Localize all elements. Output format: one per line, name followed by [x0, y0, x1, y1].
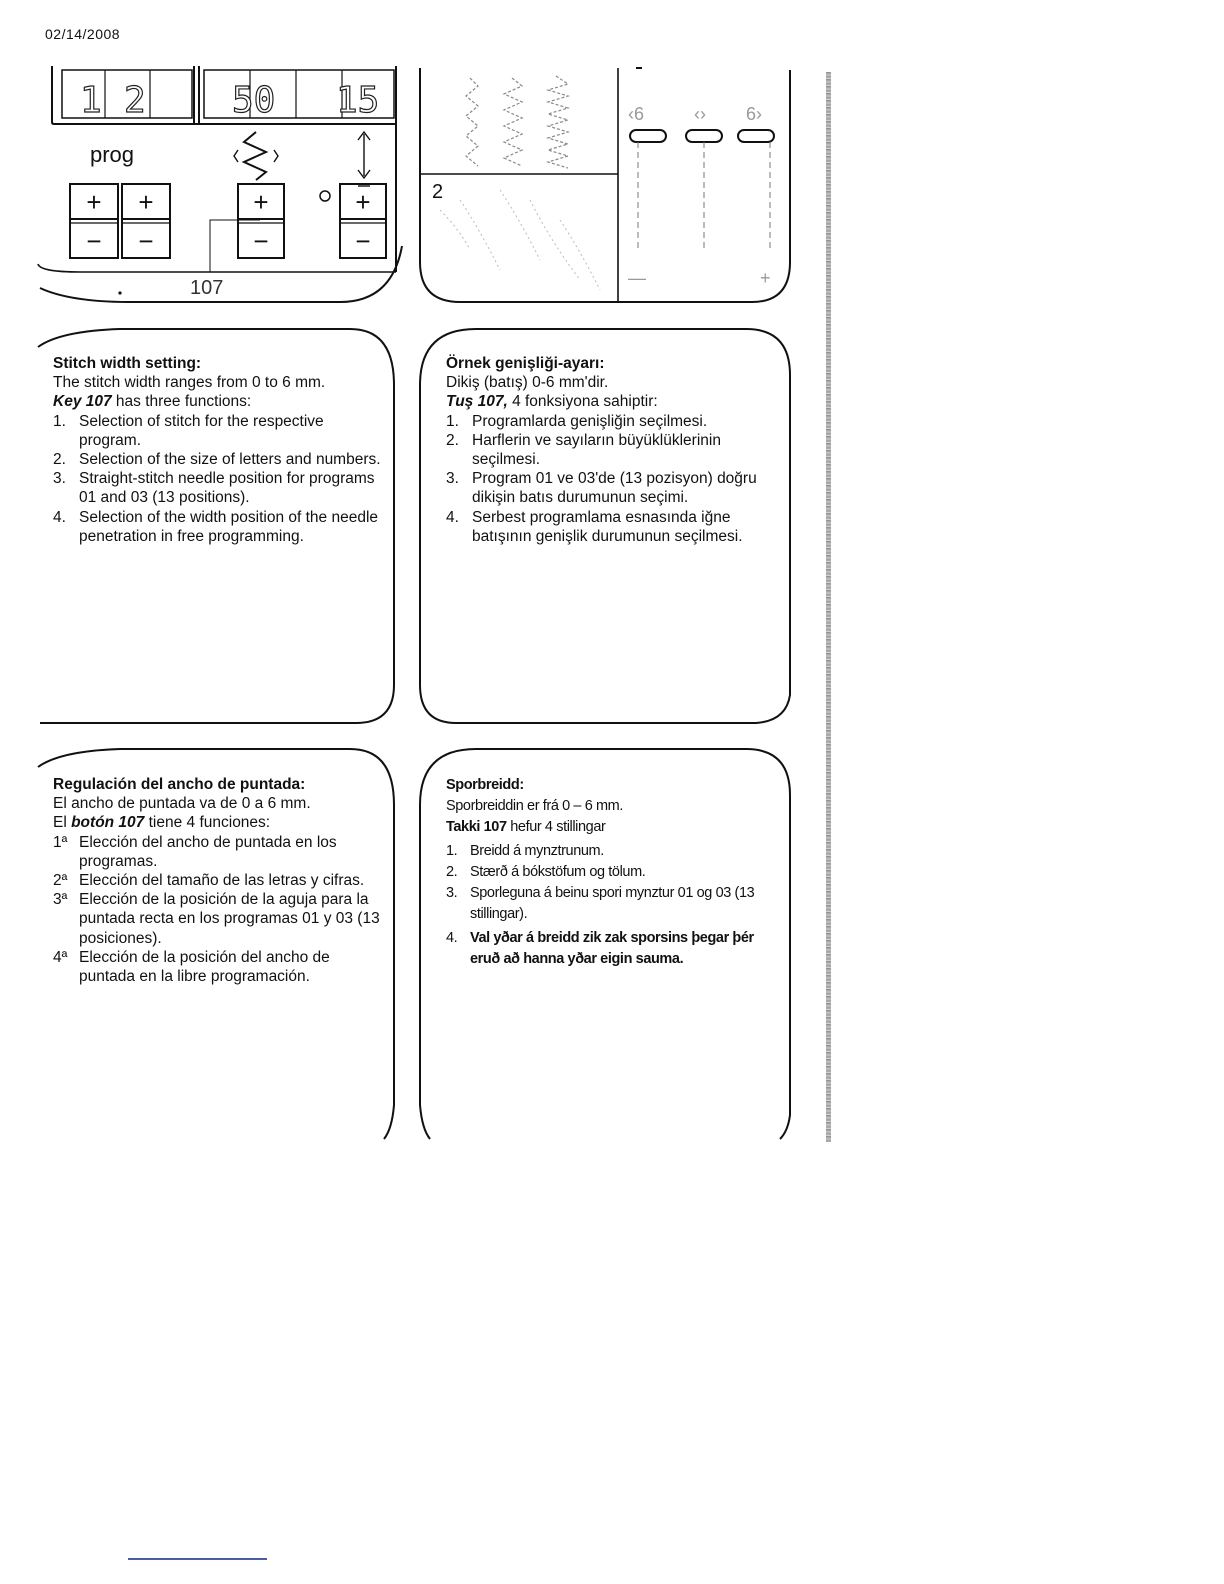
list-item [53, 412, 388, 450]
item-text: Straight-stitch needle position for programs 01 and 03 (13 positions). [79, 470, 375, 507]
key-line [446, 817, 786, 838]
list-item [53, 948, 388, 986]
item-text: Val yðar á breidd zik zak sporsins þegar þér eruð að hanna yðar eigin sauma. [470, 930, 754, 967]
item-number: 4. [446, 508, 459, 526]
list-item [53, 833, 388, 871]
intro-text: El ancho de puntada va de 0 a 6 mm. [53, 795, 311, 813]
section-title: Regulación del ancho de puntada: [53, 776, 306, 793]
width-scale-right: 6› [746, 104, 763, 124]
control-panel-diagram [0, 0, 830, 320]
width-scale-minus: — [628, 268, 646, 288]
function-list [446, 412, 781, 546]
key-reference: Takki 107 [446, 819, 507, 835]
list-item [446, 841, 786, 862]
function-list [53, 412, 388, 546]
item-number: 1ª [53, 833, 68, 851]
item-text: Stærð á bókstöfum og tölum. [470, 864, 646, 880]
item-text: Selection of the width position of the needle penetration in free programming. [79, 508, 379, 545]
item-number: 1. [53, 412, 66, 430]
plus-key[interactable]: + [86, 187, 102, 217]
list-item [446, 862, 786, 883]
function-list [446, 841, 786, 970]
item-number: 3ª [53, 891, 68, 909]
width-scale [628, 104, 771, 288]
display-digit: 15 [336, 80, 380, 121]
item-number: 2ª [53, 872, 68, 890]
item-text: Elección de la posición de la aguja para la puntada recta en los programas 01 y 03 (13 posiciones). [79, 891, 380, 947]
item-text: Harflerin ve sayıların büyüklüklerinin seçilmesi. [472, 431, 721, 469]
list-item [446, 431, 781, 469]
item-number: 3. [446, 470, 459, 488]
list-item [53, 450, 388, 469]
scan-edge-divider [826, 72, 831, 1142]
item-text: Elección del tamaño de las letras y cifras. [79, 872, 365, 890]
item-number: 2. [53, 451, 66, 469]
list-item [53, 508, 388, 546]
item-text: Selection of stitch for the respective program. [79, 412, 324, 449]
item-number: 4. [446, 930, 458, 946]
list-item [53, 871, 388, 890]
key-line [446, 392, 781, 411]
illustration [0, 0, 830, 325]
list-item [446, 412, 781, 431]
item-number: 3. [446, 885, 458, 901]
minus-key[interactable]: − [138, 226, 154, 256]
intro-text: The stitch width ranges from 0 to 6 mm. [53, 374, 326, 392]
length-plus-key[interactable]: + [355, 187, 371, 217]
item-text: Selection of the size of letters and numbers. [79, 451, 381, 469]
prog-label: prog [90, 142, 135, 167]
width-plus-key[interactable]: + [253, 187, 269, 217]
list-item [53, 890, 388, 948]
item-number: 4. [53, 508, 66, 526]
icelandic-panel [416, 745, 796, 1143]
width-scale-plus: + [760, 268, 771, 288]
item-text: Programlarda genişliğin seçilmesi. [472, 412, 708, 430]
item-number: 2. [446, 864, 458, 880]
footer-rule [128, 1558, 267, 1560]
item-number: 1. [446, 843, 458, 859]
item-number: 1. [446, 412, 459, 430]
section-title: Örnek genişliği-ayarı: [446, 355, 605, 372]
section-title: Stitch width setting: [53, 355, 202, 372]
spanish-panel [30, 745, 402, 1143]
stitch-sample-panel [420, 68, 790, 302]
key-number-label: 107 [190, 277, 224, 299]
width-scale-center: ‹› [694, 104, 706, 124]
key-line [53, 392, 388, 411]
display-digit: 1 [80, 80, 102, 121]
item-text: Program 01 ve 03'de (13 pozisyon) doğru dikişin batıs durumunun seçimi. [472, 470, 757, 507]
display-digit: 50 [232, 80, 276, 121]
key-description: has three functions: [111, 393, 252, 411]
key-description: tiene 4 funciones: [144, 814, 271, 832]
list-item [446, 883, 786, 925]
intro-text: Dikiş (batış) 0-6 mm'dir. [446, 374, 609, 392]
item-number: 3. [53, 470, 66, 488]
document-date: 02/14/2008 [45, 26, 121, 42]
key-line [53, 813, 388, 832]
key-symbols [86, 187, 370, 256]
key-prefix: El [53, 814, 72, 832]
plus-key[interactable]: + [138, 187, 154, 217]
item-text: Elección del ancho de puntada en los programas. [79, 833, 337, 870]
key-description: 4 fonksiyona sahiptir: [507, 393, 658, 411]
turkish-panel [416, 325, 796, 727]
key-description: hefur 4 stillingar [506, 819, 606, 835]
list-item [446, 928, 786, 970]
width-scale-left: ‹6 [628, 104, 645, 124]
display-digit: 2 [124, 80, 146, 121]
function-list [53, 833, 388, 987]
list-item [446, 508, 781, 546]
key-reference: Key 107 [53, 393, 112, 411]
key-reference: botón 107 [71, 814, 145, 832]
item-text: Serbest programlama esnasında iğne batışının genişlik durumunun seçilmesi. [472, 508, 743, 545]
width-minus-key[interactable]: − [253, 226, 269, 256]
list-item [53, 469, 388, 507]
sample-label: 2 [432, 181, 444, 203]
key-reference: Tuş 107, [446, 393, 508, 411]
item-number: 2. [446, 431, 459, 449]
item-text: Breidd á mynztrunum. [470, 843, 604, 859]
item-text: Elección de la posición del ancho de puntada en la libre programación. [79, 948, 330, 986]
item-text: Sporleguna á beinu spori mynztur 01 og 03 (13 stillingar). [470, 885, 755, 922]
english-panel [30, 325, 402, 727]
intro-text: Sporbreiddin er frá 0 – 6 mm. [446, 798, 623, 814]
length-minus-key[interactable]: − [355, 226, 371, 256]
minus-key[interactable]: − [86, 226, 102, 256]
item-number: 4ª [53, 948, 68, 966]
list-item [446, 469, 781, 507]
display-readout [80, 80, 379, 121]
section-title: Sporbreidd: [446, 777, 524, 793]
